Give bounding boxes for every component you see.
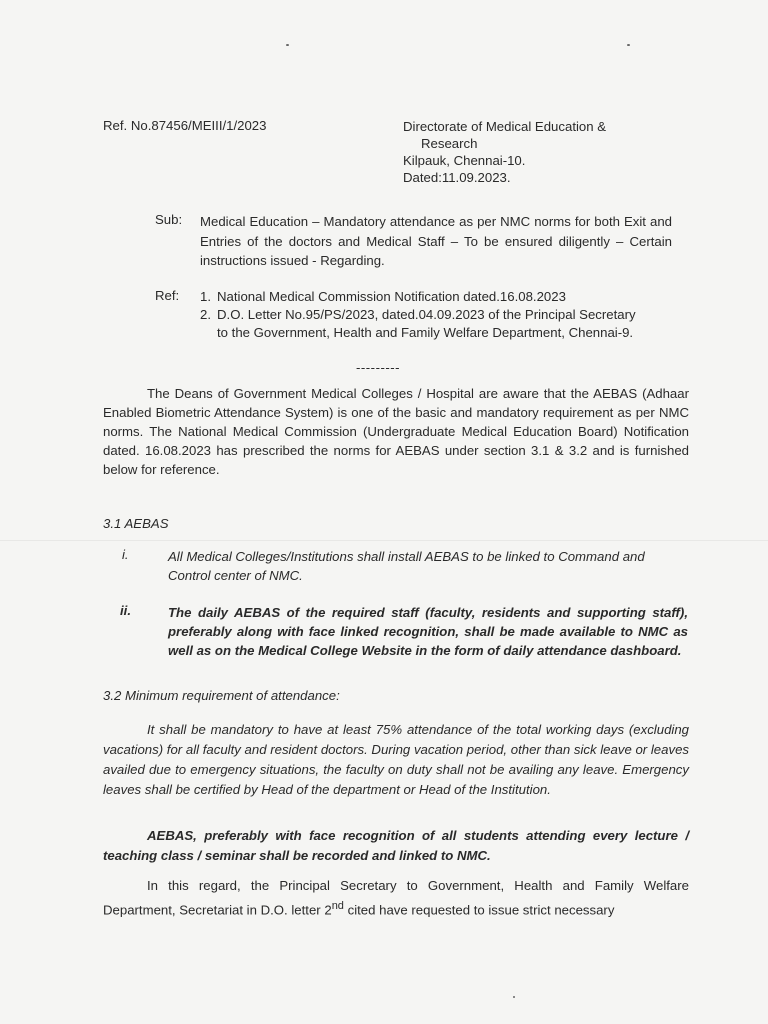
list-item-text: All Medical Colleges/Institutions shall install AEBAS to be linked to Command and Control center of NMC. — [168, 549, 645, 583]
section-heading-3-1: 3.1 AEBAS — [103, 516, 169, 531]
scan-speck — [286, 44, 289, 46]
subject-label: Sub: — [155, 212, 183, 227]
references-label: Ref: — [155, 288, 180, 303]
separator: --------- — [356, 360, 401, 375]
references-list — [200, 288, 640, 342]
reference-number-label: 1. — [200, 289, 211, 304]
list-item-number: i. — [122, 547, 129, 562]
scan-artifact-line — [0, 540, 768, 541]
section-heading-3-2: 3.2 Minimum requirement of attendance: — [103, 688, 340, 703]
office-address: Kilpauk, Chennai-10. — [403, 153, 526, 168]
reference-item — [200, 306, 640, 342]
list-item-number: ii. — [120, 603, 131, 618]
closing-text-cont: cited have requested to issue strict necessary — [343, 902, 615, 918]
list-item-text: The daily AEBAS of the required staff (faculty, residents and supporting staff), preferably along with face linked recognition, shall be made available to NMC as well as on the Medical College Website in the form of daily attendance dashboard. — [168, 605, 688, 658]
face-recognition-paragraph: AEBAS, preferably with face recognition of all students attending every lecture / teaching class / seminar shall be recorded and linked to NMC. — [103, 828, 689, 863]
subject-text: Medical Education – Mandatory attendance as per NMC norms for both Exit and Entries of the doctors and Medical Staff – To be ensured diligently – Certain instructions issued - Regarding. — [200, 214, 672, 268]
office-name-cont: Research — [421, 136, 478, 151]
ordinal-suffix: nd — [331, 900, 344, 912]
issuing-office — [403, 118, 606, 186]
closing-paragraph — [103, 876, 689, 920]
scan-speck — [513, 996, 515, 998]
reference-number-label: 2. — [200, 307, 211, 322]
reference-text: National Medical Commission Notification dated.16.08.2023 — [217, 289, 566, 304]
attendance-paragraph: It shall be mandatory to have at least 75% attendance of the total working days (excluding vacations) for all faculty and resident doctors. During vacation period, other than sick leave or leaves availed due to emergency situations, the faculty on duty shall not be availing any leave. Emergency leaves shall be certified by Head of the department or Head of the Institution. — [103, 722, 689, 797]
reference-text: D.O. Letter No.95/PS/2023, dated.04.09.2023 of the Principal Secretary to the Government, Health and Family Welfare Department, Chennai-9. — [217, 307, 636, 340]
intro-paragraph: The Deans of Government Medical Colleges / Hospital are aware that the AEBAS (Adhaar Enabled Biometric Attendance System) is one of the basic and mandatory requirement as per NMC norms. The National Medical Commission (Undergraduate Medical Education Board) Notification dated. 16.08.2023 has prescribed the norms for AEBAS under section 3.1 & 3.2 and is furnished below for reference. — [103, 386, 689, 477]
scan-speck — [627, 44, 630, 46]
closing-text: In this regard, the Principal Secretary to Government, Health and Family Welfare Department, Secretariat in D.O. letter 2 — [103, 878, 689, 918]
office-name: Directorate of Medical Education & — [403, 119, 607, 134]
reference-item — [200, 288, 640, 306]
letter-date: Dated:11.09.2023. — [403, 170, 511, 185]
reference-number: Ref. No.87456/MEIII/1/2023 — [103, 118, 267, 133]
